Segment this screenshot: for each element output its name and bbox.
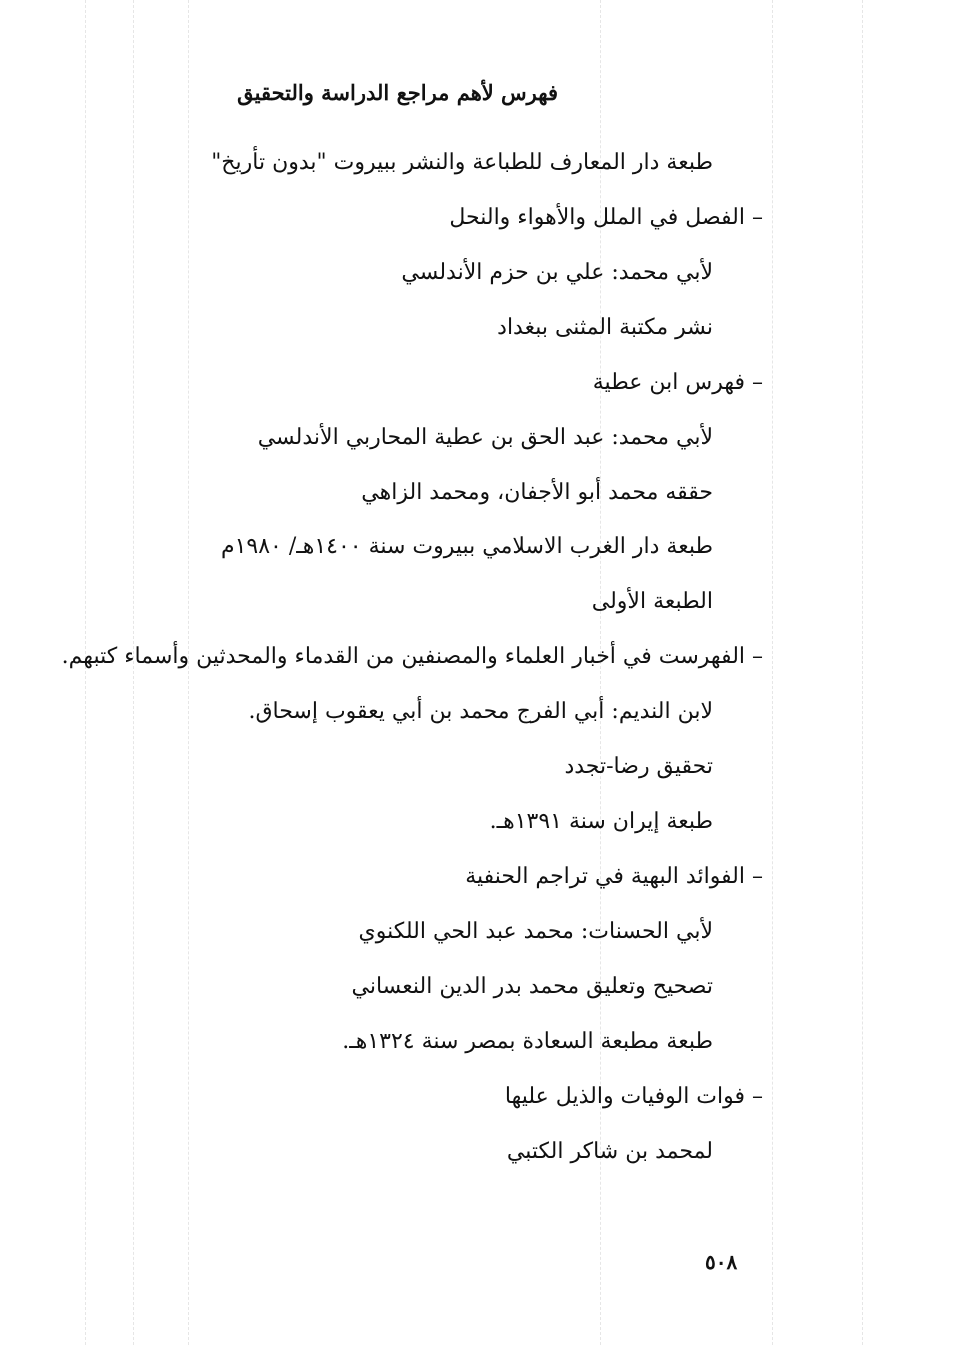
- scan-artifact-line: [133, 0, 134, 1345]
- bibliography-detail: لأبي محمد: عبد الحق بن عطية المحاربي الأندلسي: [257, 425, 713, 450]
- bibliography-entry: – فوات الوفيات والذيل عليها: [504, 1084, 763, 1109]
- page-header: فهرس لأهم مراجع الدراسة والتحقيق: [237, 80, 558, 105]
- bibliography-detail: طبعة دار الغرب الاسلامي ببيروت سنة ١٤٠٠هـ/ ١٩٨٠م: [220, 534, 713, 559]
- bibliography-detail: تصحيح وتعليق محمد بدر الدين النعساني: [351, 974, 713, 999]
- scan-artifact-line: [772, 0, 773, 1345]
- bibliography-entry: – الفهرست في أخبار العلماء والمصنفين من القدماء والمحدثين وأسماء كتبهم.: [61, 644, 763, 669]
- page-number: ٥٠٨: [705, 1250, 738, 1274]
- bibliography-entry: – الفوائد البهية في تراجم الحنفية: [465, 864, 763, 889]
- bibliography-detail: طبعة إيران سنة ١٣٩١هـ.: [489, 809, 713, 834]
- bibliography-detail: الطبعة الأولى: [591, 589, 713, 614]
- bibliography-detail: لأبي الحسنات: محمد عبد الحي اللكنوي: [358, 919, 713, 944]
- bibliography-detail: طبعة مطبعة السعادة بمصر سنة ١٣٢٤هـ.: [342, 1029, 713, 1054]
- scan-artifact-line: [862, 0, 863, 1345]
- bibliography-detail: نشر مكتبة المثنى ببغداد: [497, 315, 713, 340]
- scan-artifact-line: [188, 0, 189, 1345]
- bibliography-entry: – الفصل في الملل والأهواء والنحل: [449, 205, 763, 230]
- bibliography-detail: لمحمد بن شاكر الكتبي: [506, 1139, 713, 1164]
- scan-artifact-line: [85, 0, 86, 1345]
- bibliography-detail: حققه محمد أبو الأجفان، ومحمد الزاهي: [361, 480, 713, 505]
- bibliography-detail: طبعة دار المعارف للطباعة والنشر ببيروت "بدون تأريخ": [211, 150, 713, 175]
- bibliography-detail: لأبي محمد: علي بن حزم الأندلسي: [401, 260, 713, 285]
- bibliography-entry: – فهرس ابن عطية: [592, 370, 763, 395]
- bibliography-detail: تحقيق رضا-تجدد: [564, 754, 713, 779]
- bibliography-detail: لابن النديم: أبي الفرج محمد بن أبي يعقوب إسحاق.: [248, 699, 713, 724]
